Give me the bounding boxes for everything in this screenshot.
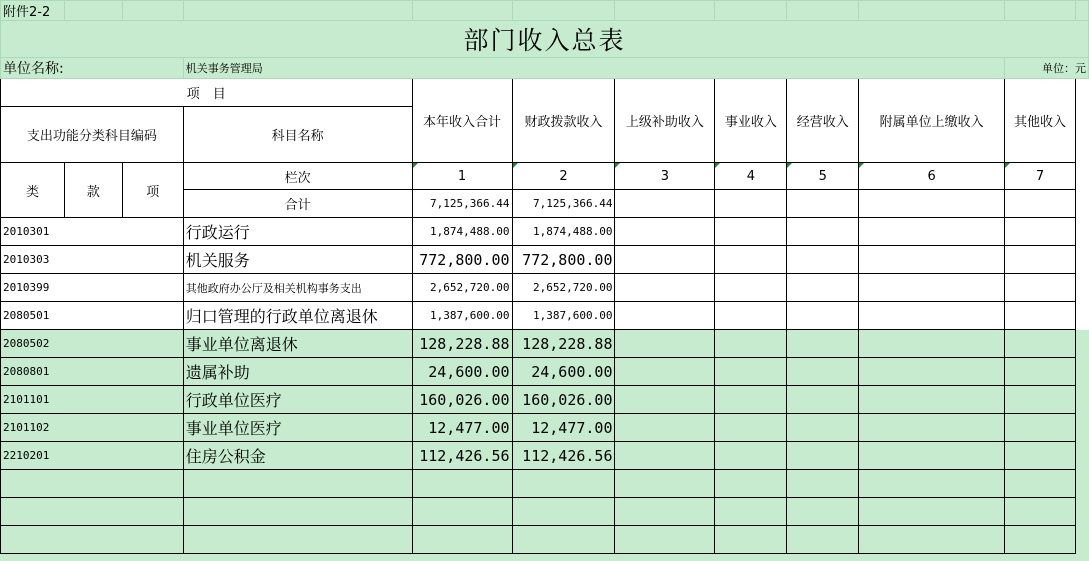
cell[interactable] [615, 1, 715, 21]
cell[interactable] [1005, 470, 1076, 498]
cell[interactable] [615, 274, 715, 302]
cell[interactable] [615, 330, 715, 358]
cell[interactable] [615, 414, 715, 442]
col-header-5[interactable]: 经营收入 [787, 79, 859, 163]
table-row[interactable] [1, 358, 1089, 386]
cell[interactable] [1, 526, 184, 554]
subject-name[interactable]: 机关服务 [183, 246, 412, 274]
cell[interactable] [787, 302, 859, 330]
cell[interactable] [859, 498, 1005, 526]
cell[interactable] [715, 358, 787, 386]
cell[interactable] [787, 386, 859, 414]
subject-name-header[interactable]: 科目名称 [183, 107, 412, 163]
col-num-2[interactable]: 2 [512, 163, 615, 190]
table-row[interactable] [1, 470, 1089, 498]
total-v2[interactable]: 7,125,366.44 [512, 190, 615, 218]
value-2[interactable]: 128,228.88 [512, 330, 615, 358]
page-title[interactable]: 部门收入总表 [1, 21, 1089, 58]
cell[interactable] [715, 442, 787, 470]
value-1[interactable]: 1,874,488.00 [412, 218, 512, 246]
cell[interactable] [1075, 526, 1088, 554]
cell[interactable] [1075, 498, 1088, 526]
table-row[interactable] [1, 414, 1089, 442]
cell[interactable] [859, 330, 1005, 358]
cell[interactable] [715, 218, 787, 246]
value-1[interactable]: 1,387,600.00 [412, 302, 512, 330]
subject-code[interactable]: 2210201 [1, 442, 184, 470]
cell[interactable] [615, 442, 715, 470]
value-1[interactable]: 772,800.00 [412, 246, 512, 274]
xiang-header[interactable]: 项 [122, 163, 183, 218]
cell[interactable] [183, 498, 412, 526]
unit-name[interactable]: 机关事务管理局 [183, 58, 1004, 79]
cell[interactable] [787, 218, 859, 246]
cell[interactable] [787, 274, 859, 302]
cell[interactable] [615, 358, 715, 386]
cell[interactable] [715, 498, 787, 526]
value-2[interactable]: 112,426.56 [512, 442, 615, 470]
cell[interactable] [615, 386, 715, 414]
subject-name[interactable]: 遗属补助 [183, 358, 412, 386]
subject-code[interactable]: 2010301 [1, 218, 184, 246]
value-1[interactable]: 24,600.00 [412, 358, 512, 386]
cell[interactable] [615, 218, 715, 246]
table-row[interactable] [1, 526, 1089, 554]
cell[interactable] [412, 1, 512, 21]
table-row[interactable] [1, 386, 1089, 414]
value-1[interactable]: 160,026.00 [412, 386, 512, 414]
table-row[interactable] [1, 330, 1089, 358]
cell[interactable] [787, 414, 859, 442]
col-header-2[interactable]: 财政拨款收入 [512, 79, 615, 163]
attachment-label[interactable]: 附件2-2 [1, 1, 65, 21]
cell[interactable] [859, 442, 1005, 470]
cell[interactable] [412, 470, 512, 498]
cell[interactable] [615, 526, 715, 554]
cell[interactable] [1005, 358, 1076, 386]
subject-name[interactable]: 住房公积金 [183, 442, 412, 470]
cell[interactable] [1005, 218, 1076, 246]
cell[interactable] [715, 386, 787, 414]
cell[interactable] [787, 246, 859, 274]
unit-label[interactable]: 单位名称: [1, 58, 184, 79]
cell[interactable] [1005, 498, 1076, 526]
subject-name[interactable]: 其他政府办公厅及相关机构事务支出 [183, 274, 412, 302]
cell[interactable] [615, 190, 715, 218]
cell[interactable] [615, 470, 715, 498]
value-1[interactable]: 112,426.56 [412, 442, 512, 470]
cell[interactable] [859, 358, 1005, 386]
cell[interactable] [715, 274, 787, 302]
col-num-4[interactable]: 4 [715, 163, 787, 190]
value-2[interactable]: 160,026.00 [512, 386, 615, 414]
table-row[interactable] [1, 246, 1089, 274]
table-row[interactable] [1, 218, 1089, 246]
cell[interactable] [512, 470, 615, 498]
cell[interactable] [1005, 442, 1076, 470]
subject-name[interactable]: 事业单位医疗 [183, 414, 412, 442]
cell[interactable] [615, 246, 715, 274]
cell[interactable] [715, 330, 787, 358]
col-num-3[interactable]: 3 [615, 163, 715, 190]
cell[interactable] [615, 498, 715, 526]
cell[interactable] [1075, 79, 1088, 163]
cell[interactable] [1075, 274, 1088, 302]
subject-name[interactable]: 归口管理的行政单位离退休 [183, 302, 412, 330]
cell[interactable] [1075, 330, 1088, 358]
subject-code[interactable]: 2010399 [1, 274, 184, 302]
col-header-7[interactable]: 其他收入 [1005, 79, 1076, 163]
cell[interactable] [183, 526, 412, 554]
cell[interactable] [1005, 386, 1076, 414]
value-1[interactable]: 128,228.88 [412, 330, 512, 358]
table-row[interactable] [1, 442, 1089, 470]
cell[interactable] [787, 470, 859, 498]
cell[interactable] [859, 1, 1005, 21]
cell[interactable] [1, 470, 184, 498]
cell[interactable] [122, 1, 183, 21]
col-num-1[interactable]: 1 [412, 163, 512, 190]
cell[interactable] [715, 470, 787, 498]
cell[interactable] [859, 526, 1005, 554]
cell[interactable] [859, 274, 1005, 302]
cell[interactable] [512, 526, 615, 554]
cell[interactable] [1075, 470, 1088, 498]
subject-name[interactable]: 事业单位离退休 [183, 330, 412, 358]
cell[interactable] [1075, 218, 1088, 246]
cell[interactable] [1005, 302, 1076, 330]
cell[interactable] [859, 414, 1005, 442]
cell[interactable] [859, 386, 1005, 414]
value-1[interactable]: 2,652,720.00 [412, 274, 512, 302]
cell[interactable] [1005, 330, 1076, 358]
col-num-6[interactable]: 6 [859, 163, 1005, 190]
total-label[interactable]: 合计 [183, 190, 412, 218]
col-num-5[interactable]: 5 [787, 163, 859, 190]
cell[interactable] [859, 190, 1005, 218]
cell[interactable] [183, 470, 412, 498]
cell[interactable] [412, 498, 512, 526]
cell[interactable] [1075, 163, 1088, 190]
col-header-1[interactable]: 本年收入合计 [412, 79, 512, 163]
cell[interactable] [859, 218, 1005, 246]
cell[interactable] [1075, 442, 1088, 470]
code-group-header[interactable]: 支出功能分类科目编码 [1, 107, 184, 163]
cell[interactable] [787, 498, 859, 526]
cell[interactable] [1005, 414, 1076, 442]
col-header-3[interactable]: 上级补助收入 [615, 79, 715, 163]
cell[interactable] [1075, 386, 1088, 414]
value-2[interactable]: 24,600.00 [512, 358, 615, 386]
table-row[interactable] [1, 274, 1089, 302]
subject-code[interactable]: 2101101 [1, 386, 184, 414]
value-2[interactable]: 1,874,488.00 [512, 218, 615, 246]
cell[interactable] [715, 190, 787, 218]
cell[interactable] [859, 246, 1005, 274]
subject-name[interactable]: 行政单位医疗 [183, 386, 412, 414]
cell[interactable] [787, 1, 859, 21]
col-header-4[interactable]: 事业收入 [715, 79, 787, 163]
value-2[interactable]: 2,652,720.00 [512, 274, 615, 302]
cell[interactable] [1075, 414, 1088, 442]
col-num-7[interactable]: 7 [1005, 163, 1076, 190]
cell[interactable] [859, 470, 1005, 498]
value-2[interactable]: 12,477.00 [512, 414, 615, 442]
kuan-header[interactable]: 款 [64, 163, 122, 218]
lei-header[interactable]: 类 [1, 163, 65, 218]
value-2[interactable]: 1,387,600.00 [512, 302, 615, 330]
cell[interactable] [787, 330, 859, 358]
value-2[interactable]: 772,800.00 [512, 246, 615, 274]
currency-unit[interactable]: 单位：元 [1005, 58, 1089, 79]
cell[interactable] [859, 302, 1005, 330]
col-header-6[interactable]: 附属单位上缴收入 [859, 79, 1005, 163]
subject-code[interactable]: 2010303 [1, 246, 184, 274]
cell[interactable] [715, 526, 787, 554]
cell[interactable] [1005, 1, 1076, 21]
table-row[interactable] [1, 302, 1089, 330]
subject-code[interactable]: 2080801 [1, 358, 184, 386]
cell[interactable] [512, 1, 615, 21]
lanci-header[interactable]: 栏次 [183, 163, 412, 190]
cell[interactable] [615, 302, 715, 330]
cell[interactable] [1005, 190, 1076, 218]
cell[interactable] [64, 1, 122, 21]
cell[interactable] [512, 498, 615, 526]
cell[interactable] [715, 246, 787, 274]
cell[interactable] [1075, 302, 1088, 330]
cell[interactable] [715, 414, 787, 442]
table-row[interactable] [1, 498, 1089, 526]
cell[interactable] [715, 302, 787, 330]
cell[interactable] [1075, 1, 1088, 21]
cell[interactable] [787, 358, 859, 386]
cell[interactable] [715, 1, 787, 21]
cell[interactable] [1075, 246, 1088, 274]
cell[interactable] [1075, 358, 1088, 386]
item-header[interactable]: 项 目 [1, 79, 413, 107]
subject-code[interactable]: 2080501 [1, 302, 184, 330]
subject-name[interactable]: 行政运行 [183, 218, 412, 246]
cell[interactable] [1, 498, 184, 526]
cell[interactable] [183, 1, 412, 21]
subject-code[interactable]: 2080502 [1, 330, 184, 358]
cell[interactable] [1005, 246, 1076, 274]
cell[interactable] [787, 526, 859, 554]
cell[interactable] [1005, 526, 1076, 554]
cell[interactable] [1005, 274, 1076, 302]
cell[interactable] [1075, 190, 1088, 218]
subject-code[interactable]: 2101102 [1, 414, 184, 442]
cell[interactable] [787, 442, 859, 470]
total-v1[interactable]: 7,125,366.44 [412, 190, 512, 218]
value-1[interactable]: 12,477.00 [412, 414, 512, 442]
cell[interactable] [412, 526, 512, 554]
cell[interactable] [787, 190, 859, 218]
